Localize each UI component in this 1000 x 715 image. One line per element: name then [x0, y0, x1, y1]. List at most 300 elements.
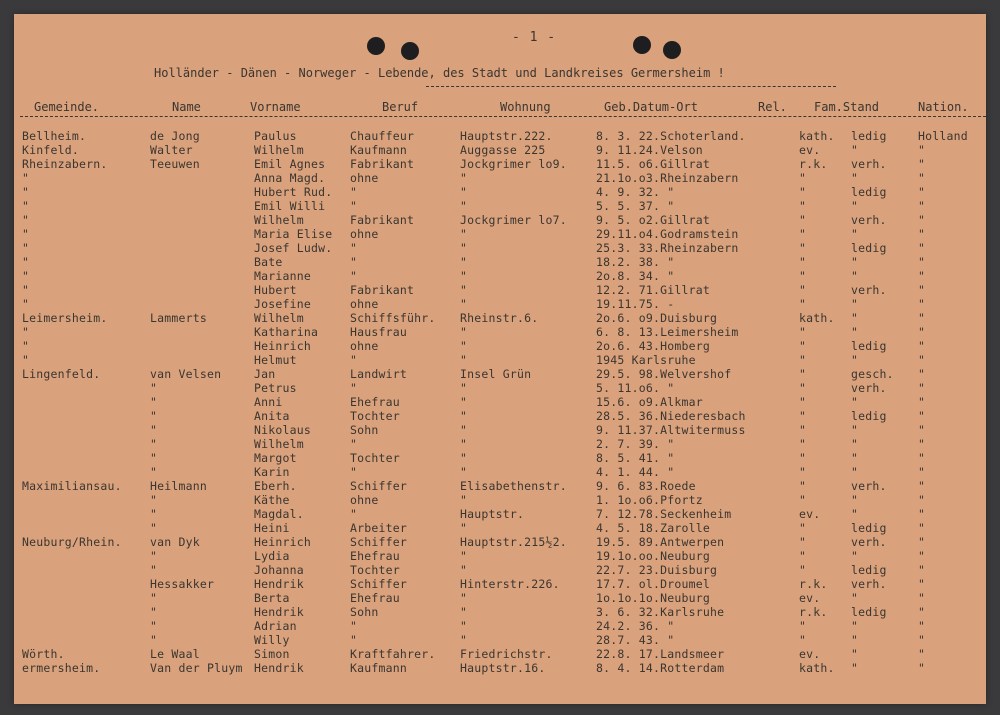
cell-nation: " — [918, 325, 926, 339]
cell-wohnung: " — [460, 437, 468, 451]
table-row — [14, 171, 986, 185]
cell-name: " — [150, 633, 158, 647]
cell-vorname: Karin — [254, 465, 290, 479]
cell-geburt: 19.5. 89.Antwerpen — [596, 535, 725, 549]
cell-name: Le Waal — [150, 647, 200, 661]
cell-vorname: Bate — [254, 255, 283, 269]
cell-geburt: 29.5. 98.Welvershof — [596, 367, 732, 381]
cell-gemeinde: " — [22, 227, 30, 241]
cell-wohnung: " — [460, 171, 468, 185]
header-rel: Rel. — [758, 100, 787, 114]
header-name: Name — [172, 100, 201, 114]
cell-rel: " — [799, 199, 807, 213]
cell-gemeinde: Kinfeld. — [22, 143, 79, 157]
cell-nation: " — [918, 157, 926, 171]
cell-nation: " — [918, 409, 926, 423]
cell-geburt: 5. 5. 37. " — [596, 199, 675, 213]
table-row — [14, 423, 986, 437]
table-row — [14, 437, 986, 451]
punch-hole — [367, 37, 385, 55]
cell-rel: " — [799, 619, 807, 633]
cell-geburt: 9. 5. o2.Gillrat — [596, 213, 710, 227]
cell-beruf: " — [350, 241, 358, 255]
table-row — [14, 129, 986, 143]
cell-vorname: Wilhelm — [254, 143, 304, 157]
cell-geburt: 18.2. 38. " — [596, 255, 675, 269]
cell-rel: " — [799, 409, 807, 423]
cell-rel: " — [799, 633, 807, 647]
cell-geburt: 4. 1. 44. " — [596, 465, 675, 479]
cell-nation: " — [918, 297, 926, 311]
cell-nation: " — [918, 367, 926, 381]
cell-rel: " — [799, 563, 807, 577]
table-row — [14, 143, 986, 157]
cell-famstand: ledig — [851, 409, 887, 423]
cell-rel: " — [799, 283, 807, 297]
cell-famstand: verh. — [851, 283, 887, 297]
punch-hole — [663, 41, 681, 59]
header-famstand: Fam.Stand — [814, 100, 880, 114]
cell-gemeinde: Rheinzabern. — [22, 157, 108, 171]
table-row — [14, 577, 986, 591]
cell-rel: " — [799, 325, 807, 339]
title-underline — [426, 86, 836, 87]
cell-vorname: Anni — [254, 395, 283, 409]
cell-geburt: 2. 7. 39. " — [596, 437, 675, 451]
cell-nation: " — [918, 241, 926, 255]
cell-vorname: Hubert Rud. — [254, 185, 333, 199]
cell-wohnung: " — [460, 199, 468, 213]
cell-nation: " — [918, 353, 926, 367]
cell-famstand: " — [851, 451, 859, 465]
cell-rel: ev. — [799, 591, 821, 605]
table-row — [14, 213, 986, 227]
cell-nation: " — [918, 619, 926, 633]
punch-hole — [633, 36, 651, 54]
cell-beruf: " — [350, 437, 358, 451]
cell-nation: " — [918, 283, 926, 297]
cell-gemeinde: " — [22, 269, 30, 283]
cell-geburt: 9. 6. 83.Roede — [596, 479, 696, 493]
cell-beruf: Kaufmann — [350, 661, 407, 675]
cell-rel: " — [799, 395, 807, 409]
cell-rel: " — [799, 227, 807, 241]
cell-rel: " — [799, 423, 807, 437]
cell-nation: " — [918, 493, 926, 507]
cell-beruf: " — [350, 507, 358, 521]
cell-geburt: 4. 5. 18.Zarolle — [596, 521, 710, 535]
cell-nation: " — [918, 423, 926, 437]
cell-beruf: Fabrikant — [350, 283, 415, 297]
cell-vorname: Hendrik — [254, 661, 304, 675]
cell-famstand: " — [851, 255, 859, 269]
cell-wohnung: " — [460, 563, 468, 577]
cell-wohnung: Jockgrimer lo7. — [460, 213, 567, 227]
cell-wohnung: Hauptstr.215½2. — [460, 535, 567, 549]
cell-gemeinde: ermersheim. — [22, 661, 101, 675]
cell-rel: " — [799, 353, 807, 367]
cell-rel: " — [799, 185, 807, 199]
cell-famstand: " — [851, 311, 859, 325]
cell-vorname: Emil Agnes — [254, 157, 326, 171]
cell-vorname: Maria Elise — [254, 227, 333, 241]
cell-wohnung: Jockgrimer lo9. — [460, 157, 567, 171]
cell-wohnung: " — [460, 269, 468, 283]
cell-geburt: 9. 11.24.Velson — [596, 143, 703, 157]
cell-geburt: 17.7. ol.Droumel — [596, 577, 710, 591]
cell-nation: " — [918, 549, 926, 563]
cell-name: Teeuwen — [150, 157, 200, 171]
cell-nation: " — [918, 395, 926, 409]
cell-wohnung: " — [460, 633, 468, 647]
table-row — [14, 647, 986, 661]
cell-famstand: ledig — [851, 521, 887, 535]
cell-geburt: 2o.6. o9.Duisburg — [596, 311, 718, 325]
table-row — [14, 451, 986, 465]
table-row — [14, 479, 986, 493]
cell-vorname: Wilhelm — [254, 213, 304, 227]
cell-famstand: ledig — [851, 605, 887, 619]
table-row — [14, 549, 986, 563]
cell-beruf: Tochter — [350, 563, 400, 577]
cell-famstand: verh. — [851, 157, 887, 171]
punch-hole — [401, 42, 419, 60]
cell-nation: " — [918, 339, 926, 353]
cell-famstand: ledig — [851, 129, 887, 143]
cell-wohnung: " — [460, 283, 468, 297]
cell-nation: Holland — [918, 129, 968, 143]
table-row — [14, 493, 986, 507]
cell-beruf: " — [350, 465, 358, 479]
header-vorname: Vorname — [250, 100, 301, 114]
cell-wohnung: " — [460, 549, 468, 563]
cell-name: " — [150, 395, 158, 409]
cell-beruf: " — [350, 633, 358, 647]
table-row — [14, 185, 986, 199]
cell-name: " — [150, 465, 158, 479]
cell-beruf: Sohn — [350, 423, 379, 437]
cell-beruf: ohne — [350, 227, 379, 241]
cell-wohnung: " — [460, 493, 468, 507]
cell-vorname: Anna Magd. — [254, 171, 326, 185]
cell-famstand: " — [851, 325, 859, 339]
cell-vorname: Josefine — [254, 297, 311, 311]
cell-gemeinde: Neuburg/Rhein. — [22, 535, 122, 549]
cell-vorname: Heini — [254, 521, 290, 535]
cell-name: " — [150, 451, 158, 465]
cell-famstand: verh. — [851, 213, 887, 227]
cell-beruf: " — [350, 269, 358, 283]
cell-nation: " — [918, 311, 926, 325]
cell-rel: " — [799, 437, 807, 451]
table-row — [14, 619, 986, 633]
cell-rel: " — [799, 535, 807, 549]
cell-beruf: Kaufmann — [350, 143, 407, 157]
header-nation: Nation. — [918, 100, 969, 114]
cell-rel: " — [799, 549, 807, 563]
cell-vorname: Lydia — [254, 549, 290, 563]
cell-famstand: " — [851, 549, 859, 563]
cell-geburt: 1o.1o.1o.Neuburg — [596, 591, 710, 605]
cell-beruf: ohne — [350, 297, 379, 311]
cell-nation: " — [918, 591, 926, 605]
cell-rel: " — [799, 465, 807, 479]
cell-rel: " — [799, 451, 807, 465]
cell-famstand: " — [851, 591, 859, 605]
cell-nation: " — [918, 479, 926, 493]
table-row — [14, 563, 986, 577]
cell-geburt: 24.2. 36. " — [596, 619, 675, 633]
cell-gemeinde: " — [22, 171, 30, 185]
cell-beruf: Hausfrau — [350, 325, 407, 339]
cell-beruf: ohne — [350, 493, 379, 507]
cell-name: " — [150, 605, 158, 619]
cell-geburt: 28.7. 43. " — [596, 633, 675, 647]
cell-gemeinde: " — [22, 325, 30, 339]
cell-geburt: 19.1o.oo.Neuburg — [596, 549, 710, 563]
table-row — [14, 367, 986, 381]
cell-beruf: Ehefrau — [350, 591, 400, 605]
cell-wohnung: " — [460, 395, 468, 409]
cell-name: Walter — [150, 143, 193, 157]
cell-geburt: 1945 Karlsruhe — [596, 353, 696, 367]
cell-rel: kath. — [799, 311, 835, 325]
cell-vorname: Käthe — [254, 493, 290, 507]
table-row — [14, 535, 986, 549]
cell-wohnung: Hinterstr.226. — [460, 577, 560, 591]
cell-beruf: Arbeiter — [350, 521, 407, 535]
cell-famstand: verh. — [851, 535, 887, 549]
cell-famstand: " — [851, 199, 859, 213]
cell-famstand: " — [851, 143, 859, 157]
table-row — [14, 465, 986, 479]
cell-gemeinde: " — [22, 213, 30, 227]
table-row — [14, 521, 986, 535]
cell-nation: " — [918, 143, 926, 157]
cell-vorname: Eberh. — [254, 479, 297, 493]
cell-beruf: Kraftfahrer. — [350, 647, 436, 661]
cell-famstand: " — [851, 493, 859, 507]
table-row — [14, 157, 986, 171]
cell-rel: ev. — [799, 507, 821, 521]
cell-wohnung: " — [460, 409, 468, 423]
cell-geburt: 29.11.o4.Godramstein — [596, 227, 739, 241]
cell-gemeinde: " — [22, 255, 30, 269]
cell-gemeinde: " — [22, 199, 30, 213]
cell-nation: " — [918, 465, 926, 479]
cell-beruf: Tochter — [350, 451, 400, 465]
cell-wohnung: Insel Grün — [460, 367, 532, 381]
cell-geburt: 8. 4. 14.Rotterdam — [596, 661, 725, 675]
cell-famstand: " — [851, 437, 859, 451]
cell-famstand: " — [851, 297, 859, 311]
header-geburt: Geb.Datum-Ort — [604, 100, 698, 114]
cell-name: Hessakker — [150, 577, 215, 591]
cell-name: " — [150, 493, 158, 507]
cell-beruf: Tochter — [350, 409, 400, 423]
cell-wohnung: " — [460, 227, 468, 241]
cell-vorname: Hendrik — [254, 577, 304, 591]
cell-rel: " — [799, 521, 807, 535]
cell-beruf: Chauffeur — [350, 129, 415, 143]
table-row — [14, 269, 986, 283]
cell-geburt: 8. 5. 41. " — [596, 451, 675, 465]
cell-nation: " — [918, 535, 926, 549]
cell-gemeinde: Maximiliansau. — [22, 479, 122, 493]
cell-name: Lammerts — [150, 311, 207, 325]
cell-wohnung: Hauptstr.16. — [460, 661, 546, 675]
table-row — [14, 381, 986, 395]
cell-name: van Dyk — [150, 535, 200, 549]
cell-nation: " — [918, 521, 926, 535]
cell-beruf: " — [350, 185, 358, 199]
cell-beruf: " — [350, 255, 358, 269]
cell-wohnung: " — [460, 297, 468, 311]
table-row — [14, 605, 986, 619]
cell-nation: " — [918, 213, 926, 227]
cell-rel: kath. — [799, 129, 835, 143]
header-divider — [20, 116, 986, 117]
cell-rel: " — [799, 493, 807, 507]
cell-beruf: " — [350, 381, 358, 395]
cell-gemeinde: " — [22, 353, 30, 367]
table-row — [14, 255, 986, 269]
cell-name: " — [150, 521, 158, 535]
cell-wohnung: " — [460, 185, 468, 199]
cell-wohnung: " — [460, 339, 468, 353]
cell-vorname: Simon — [254, 647, 290, 661]
cell-name: Heilmann — [150, 479, 207, 493]
cell-famstand: verh. — [851, 479, 887, 493]
cell-rel: kath. — [799, 661, 835, 675]
cell-beruf: ohne — [350, 171, 379, 185]
cell-geburt: 3. 6. 32.Karlsruhe — [596, 605, 725, 619]
cell-beruf: Schiffer — [350, 479, 407, 493]
cell-geburt: 11.5. o6.Gillrat — [596, 157, 710, 171]
cell-beruf: Schiffer — [350, 535, 407, 549]
cell-famstand: " — [851, 647, 859, 661]
header-wohnung: Wohnung — [500, 100, 551, 114]
cell-rel: " — [799, 241, 807, 255]
cell-beruf: Schiffsführ. — [350, 311, 436, 325]
cell-geburt: 15.6. o9.Alkmar — [596, 395, 703, 409]
cell-beruf: Sohn — [350, 605, 379, 619]
cell-beruf: Ehefrau — [350, 395, 400, 409]
cell-gemeinde: " — [22, 339, 30, 353]
cell-vorname: Hubert — [254, 283, 297, 297]
cell-vorname: Berta — [254, 591, 290, 605]
cell-geburt: 9. 11.37.Altwitermuss — [596, 423, 746, 437]
cell-wohnung: " — [460, 423, 468, 437]
cell-nation: " — [918, 647, 926, 661]
cell-famstand: ledig — [851, 241, 887, 255]
cell-rel: r.k. — [799, 605, 828, 619]
cell-nation: " — [918, 255, 926, 269]
cell-beruf: ohne — [350, 339, 379, 353]
cell-nation: " — [918, 185, 926, 199]
cell-famstand: verh. — [851, 577, 887, 591]
cell-name: " — [150, 507, 158, 521]
cell-wohnung: " — [460, 255, 468, 269]
cell-name: " — [150, 549, 158, 563]
table-row — [14, 409, 986, 423]
cell-rel: r.k. — [799, 157, 828, 171]
cell-rel: " — [799, 479, 807, 493]
cell-vorname: Heinrich — [254, 535, 311, 549]
cell-famstand: ledig — [851, 185, 887, 199]
cell-rel: r.k. — [799, 577, 828, 591]
cell-famstand: ledig — [851, 339, 887, 353]
page-number: - 1 - — [512, 30, 557, 45]
cell-geburt: 2o.6. 43.Homberg — [596, 339, 710, 353]
cell-gemeinde: Leimersheim. — [22, 311, 108, 325]
table-row — [14, 311, 986, 325]
cell-geburt: 22.8. 17.Landsmeer — [596, 647, 725, 661]
cell-famstand: " — [851, 227, 859, 241]
cell-nation: " — [918, 437, 926, 451]
cell-rel: " — [799, 381, 807, 395]
cell-geburt: 28.5. 36.Niederesbach — [596, 409, 746, 423]
cell-beruf: Schiffer — [350, 577, 407, 591]
cell-gemeinde: " — [22, 185, 30, 199]
cell-gemeinde: " — [22, 297, 30, 311]
cell-geburt: 22.7. 23.Duisburg — [596, 563, 718, 577]
table-row — [14, 633, 986, 647]
cell-vorname: Wilhelm — [254, 311, 304, 325]
cell-famstand: gesch. — [851, 367, 894, 381]
cell-rel: ev. — [799, 647, 821, 661]
cell-beruf: Fabrikant — [350, 157, 415, 171]
table-row — [14, 661, 986, 675]
cell-rel: " — [799, 269, 807, 283]
cell-name: " — [150, 381, 158, 395]
cell-wohnung: Friedrichstr. — [460, 647, 553, 661]
table-row — [14, 241, 986, 255]
cell-vorname: Anita — [254, 409, 290, 423]
cell-wohnung: Hauptstr.222. — [460, 129, 553, 143]
cell-wohnung: " — [460, 325, 468, 339]
cell-famstand: " — [851, 619, 859, 633]
cell-geburt: 8. 3. 22.Schoterland. — [596, 129, 746, 143]
cell-vorname: Wilhelm — [254, 437, 304, 451]
cell-vorname: Adrian — [254, 619, 297, 633]
cell-vorname: Marianne — [254, 269, 311, 283]
table-row — [14, 227, 986, 241]
cell-geburt: 1. 1o.o6.Pfortz — [596, 493, 703, 507]
cell-name: de Jong — [150, 129, 200, 143]
cell-vorname: Petrus — [254, 381, 297, 395]
cell-rel: " — [799, 255, 807, 269]
table-row — [14, 591, 986, 605]
cell-rel: " — [799, 339, 807, 353]
cell-famstand: verh. — [851, 381, 887, 395]
cell-wohnung: " — [460, 241, 468, 255]
cell-nation: " — [918, 577, 926, 591]
cell-beruf: Landwirt — [350, 367, 407, 381]
cell-name: " — [150, 619, 158, 633]
cell-gemeinde: " — [22, 241, 30, 255]
cell-nation: " — [918, 507, 926, 521]
cell-rel: " — [799, 171, 807, 185]
cell-name: " — [150, 409, 158, 423]
table-row — [14, 283, 986, 297]
cell-gemeinde: Bellheim. — [22, 129, 87, 143]
cell-nation: " — [918, 563, 926, 577]
cell-wohnung: " — [460, 605, 468, 619]
cell-geburt: 21.1o.o3.Rheinzabern — [596, 171, 739, 185]
table-row — [14, 353, 986, 367]
cell-geburt: 4. 9. 32. " — [596, 185, 675, 199]
